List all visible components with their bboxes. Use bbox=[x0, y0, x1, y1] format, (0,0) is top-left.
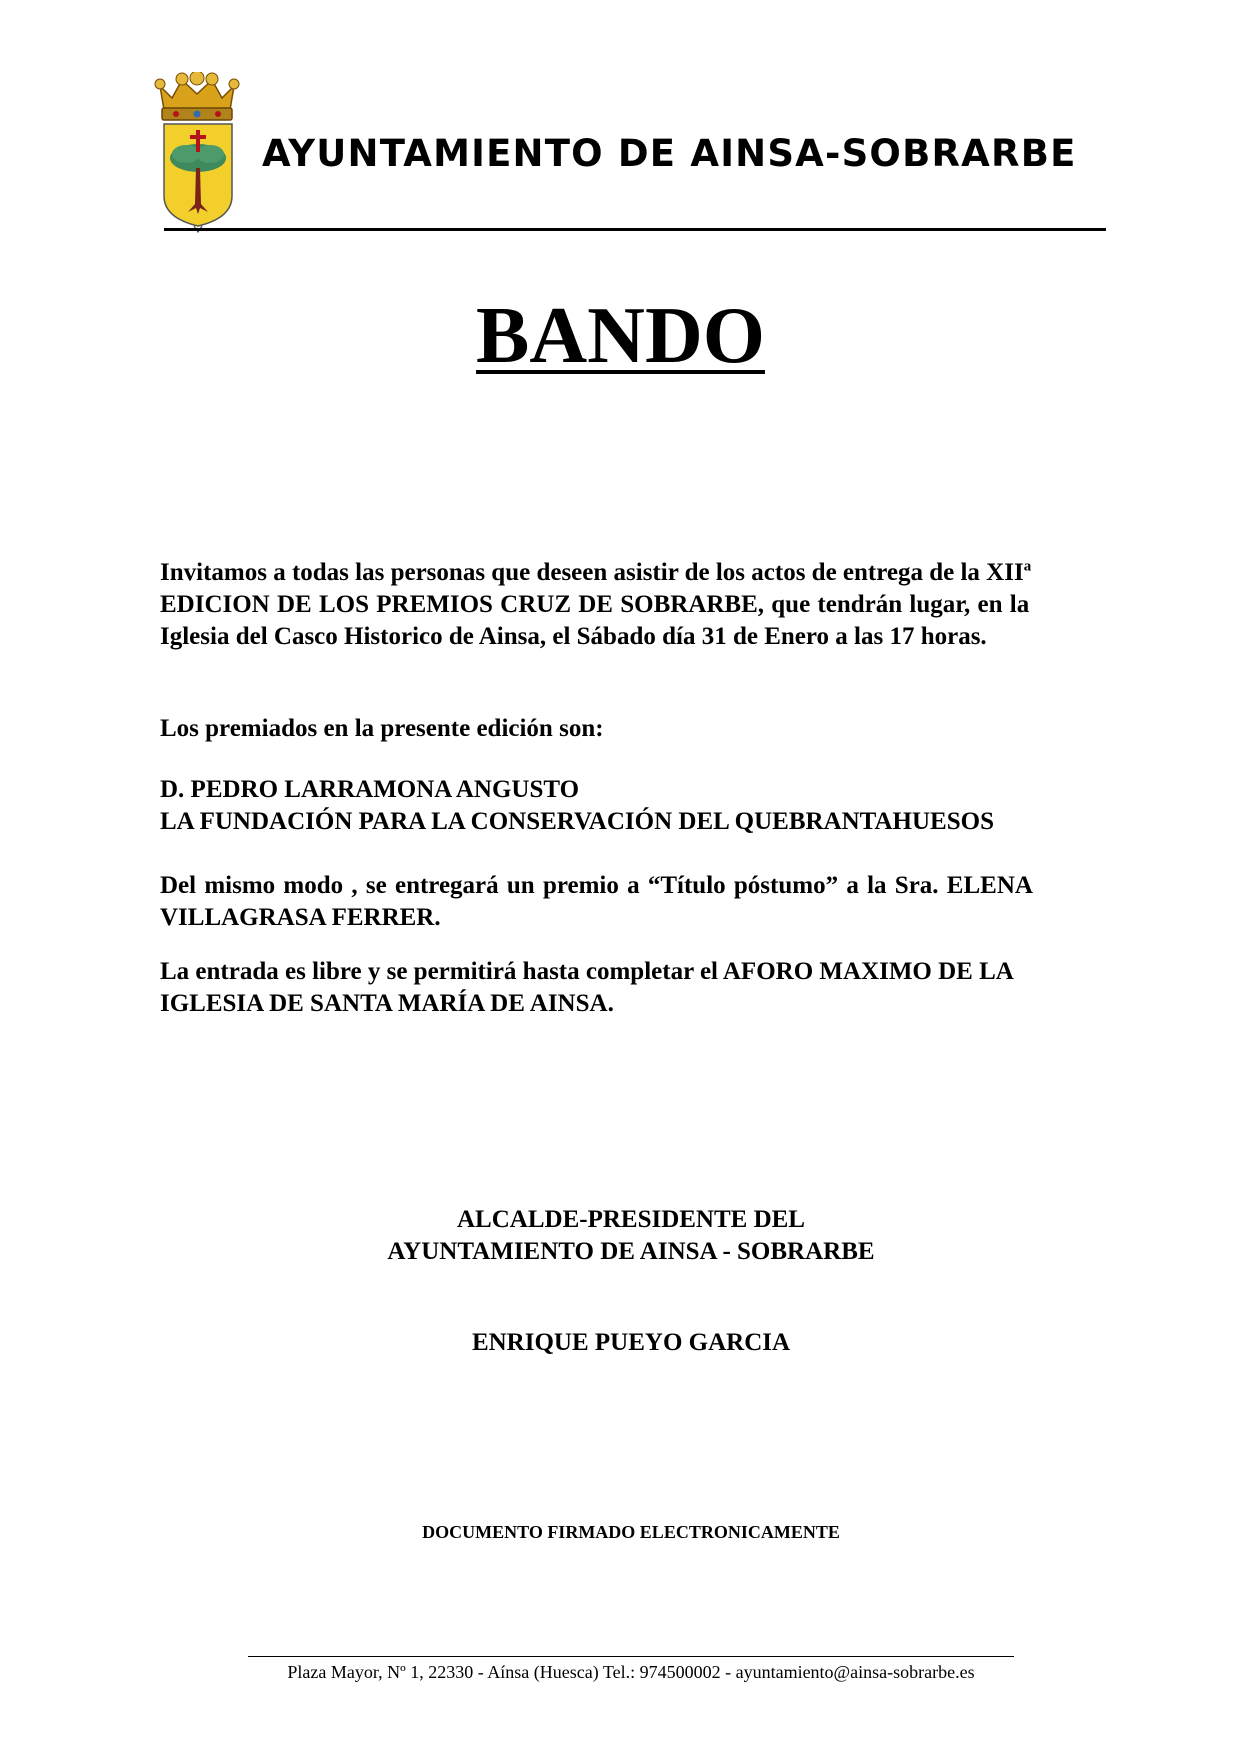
entry-line-1: La entrada es libre y se permitirá hasta completar el AFORO MAXIMO DE LA bbox=[160, 958, 1014, 985]
coat-of-arms-icon bbox=[142, 72, 252, 234]
winners-list bbox=[160, 774, 1104, 838]
invitation-line-2: EDICION DE LOS PREMIOS CRUZ DE SOBRARBE, que tendrán lugar, en la bbox=[160, 591, 1030, 618]
signatory-role-line-1: ALCALDE-PRESIDENTE DEL bbox=[457, 1206, 805, 1233]
invitation-line-3: Iglesia del Casco Historico de Ainsa, el Sábado día 31 de Enero a las 17 horas. bbox=[160, 623, 987, 650]
footer-divider bbox=[248, 1656, 1014, 1657]
electronic-signature-note: DOCUMENTO FIRMADO ELECTRONICAMENTE bbox=[422, 1522, 840, 1542]
winner-item: D. PEDRO LARRAMONA ANGUSTO bbox=[160, 776, 580, 803]
ordinal-superscript: a bbox=[1023, 558, 1032, 575]
letterhead bbox=[142, 72, 1104, 232]
posthumous-line-2: VILLAGRASA FERRER. bbox=[160, 904, 441, 931]
signatory-role bbox=[0, 1204, 1241, 1268]
posthumous-line-1: Del mismo modo , se entregará un premio a “Título póstumo” a la Sra. ELENA bbox=[160, 872, 1033, 899]
signatory-role-line-2: AYUNTAMIENTO DE AINSA - SOBRARBE bbox=[387, 1238, 875, 1265]
crown-icon bbox=[155, 72, 239, 120]
winner-item: LA FUNDACIÓN PARA LA CONSERVACIÓN DEL QUEBRANTAHUESOS bbox=[160, 808, 994, 835]
invitation-line-1 bbox=[160, 557, 1104, 589]
entry-paragraph bbox=[160, 956, 1104, 1020]
entry-line-2: IGLESIA DE SANTA MARÍA DE AINSA. bbox=[160, 990, 614, 1017]
organization-name: AYUNTAMIENTO DE AINSA-SOBRARBE bbox=[262, 132, 1077, 175]
document-title-text: BANDO bbox=[476, 292, 765, 380]
header-divider bbox=[164, 228, 1106, 231]
invitation-paragraph bbox=[160, 557, 1104, 653]
winners-intro: Los premiados en la presente edición son: bbox=[160, 715, 604, 742]
signatory-name: ENRIQUE PUEYO GARCIA bbox=[471, 1329, 791, 1356]
posthumous-paragraph bbox=[160, 870, 1104, 934]
invitation-line-1-text: Invitamos a todas las personas que deseen asistir de los actos de entrega de la XII bbox=[160, 559, 1024, 586]
document-title bbox=[0, 292, 1241, 380]
footer-address: Plaza Mayor, Nº 1, 22330 - Aínsa (Huesca) Tel.: 974500002 - ayuntamiento@ainsa-sobrarbe.es bbox=[287, 1662, 975, 1682]
